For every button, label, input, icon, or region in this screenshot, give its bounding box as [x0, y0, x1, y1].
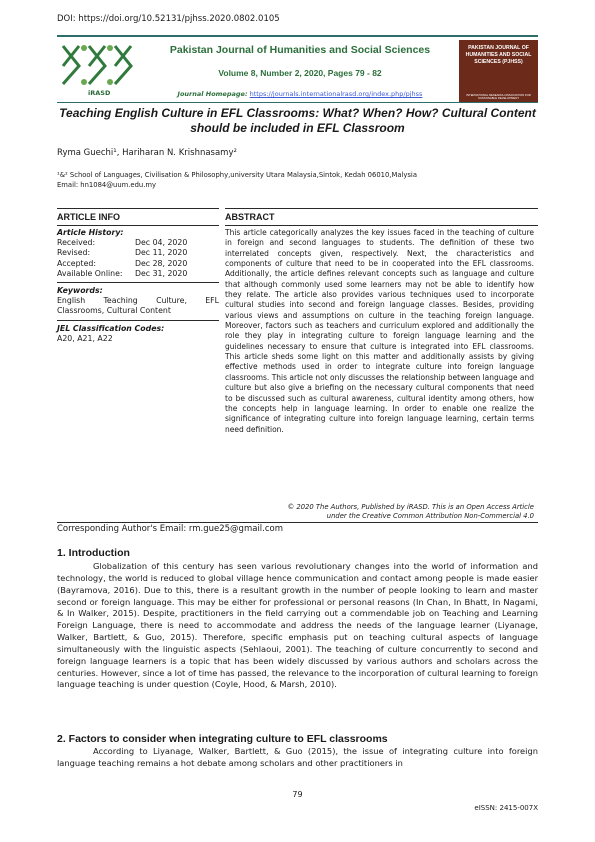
license-note: [225, 503, 534, 521]
license-line: under the Creative Common Attribution Non-Commercial 4.0: [326, 512, 534, 520]
history-date: Dec 31, 2020: [135, 268, 188, 278]
paragraph: According to Liyanage, Walker, Bartlett, & Guo (2015), the issue of integrating culture into foreign language teaching remains a hot debate among scholars and other practitioners in: [57, 746, 538, 768]
abstract-rule-mid: [225, 225, 538, 226]
info-rule-mid: [57, 225, 219, 226]
history-row: [57, 269, 219, 279]
history-date: Dec 28, 2020: [135, 258, 188, 268]
history-date: Dec 04, 2020: [135, 238, 188, 248]
article-title: Teaching English Culture in EFL Classrooms: What? When? How? Cultural Content should be included in EFL Classroom: [59, 106, 536, 135]
eissn: eISSN: 2415-007X: [474, 804, 538, 812]
header-rule-top: [57, 35, 538, 37]
section-heading: 1. Introduction: [57, 547, 130, 559]
doi-line[interactable]: DOI: https://doi.org/10.52131/pjhss.2020.0802.0105: [57, 14, 280, 24]
affiliation: ¹&² School of Languages, Civilisation & Philosophy,university Utara Malaysia,Sintok, Kedah 06010,Malysia: [57, 171, 417, 179]
homepage-label: Journal Homepage:: [177, 90, 248, 98]
history-label: Accepted:: [57, 258, 96, 268]
abstract-rule-bottom: [57, 522, 538, 523]
author-email: Email: hn1084@uum.edu.my: [57, 181, 157, 189]
cover-title: PAKISTAN JOURNAL OF HUMANITIES AND SOCIAL SCIENCES (PJHSS): [465, 45, 532, 65]
abstract-heading: ABSTRACT: [225, 212, 275, 222]
section-body: [57, 746, 538, 770]
journal-name: Pakistan Journal of Humanities and Social Sciences: [169, 44, 431, 56]
history-label: Received:: [57, 238, 96, 248]
journal-cover: [459, 40, 538, 102]
journal-homepage: [145, 90, 455, 98]
info-divider: [57, 282, 219, 283]
corresponding-email[interactable]: Corresponding Author's Email: rm.gue25@gmail.com: [57, 524, 284, 534]
history-date: Dec 11, 2020: [135, 248, 188, 258]
journal-volume: Volume 8, Number 2, 2020, Pages 79 - 82: [218, 68, 382, 78]
abstract-text: This article categorically analyzes the key issues faced in the teaching of culture in foreign and second languages to students. The definition of these two interrelated concepts given, respectively. Next, the characteristics and components of culture that need to be in cooperated into the EFL classrooms. Additionally, the article defines relevant concepts such as language and culture that although commonly used some learners may not be able to identify how they relate. The article also provides various techniques used to incorporate cultural studies into second and foreign language classes. Besides, providing various views and assumptions on culture in the teaching foreign language. Moreover, factors such as teachers and curriculum explored and additionally the role they play in integrating culture to foreign language learning and the guidelines necessary to ensure that culture is integrated into EFL classrooms. This article sheds some light on this matter and additionally assists by giving effective methods used in order to integrate culture into foreign language classrooms. This article not only discusses the relationship between language and culture but also give a briefing on the necessary cultural components that need to be discussed such as cultural awareness, cultural identity among others, how the concepts help in language learning. In order to enable one realize the significance of integrating culture into foreign language learning, certain terms need definition.: [225, 228, 534, 434]
article-info-heading: ARTICLE INFO: [57, 212, 120, 222]
license-line: © 2020 The Authors, Published by iRASD. This is an Open Access Article: [287, 503, 534, 511]
abstract-rule-top: [225, 208, 538, 209]
irasd-logo-mark: [59, 40, 139, 88]
jel-codes: A20, A21, A22: [57, 333, 113, 343]
article-info: [57, 228, 219, 344]
section-body: [57, 561, 538, 691]
history-row: [57, 238, 219, 248]
affiliation-block: [57, 170, 417, 190]
authors: Ryma Guechi¹, Hariharan N. Krishnasamy²: [57, 148, 237, 158]
history-label: Available Online:: [57, 268, 123, 278]
history-label: Revised:: [57, 248, 91, 258]
history-row: [57, 259, 219, 269]
logo-text: iRASD: [88, 89, 111, 97]
page-number: 79: [292, 790, 303, 799]
cover-subtitle: INTERNATIONAL RESEARCH ASSOCIATION FOR SUSTAINABLE DEVELOPMENT: [466, 93, 531, 100]
keywords-heading: Keywords:: [57, 286, 103, 296]
section-heading: 2. Factors to consider when integrating culture to EFL classrooms: [57, 733, 388, 745]
history-row: [57, 248, 219, 258]
info-divider: [57, 320, 219, 321]
history-heading: Article History:: [57, 228, 124, 237]
jel-heading: JEL Classification Codes:: [57, 323, 165, 333]
paragraph: Globalization of this century has seen various revolutionary changes into the world of information and technology, the world is reduced to global village hence communication and contact among people is made easier (Bayramova, 2016). Due to this, there is a resultant growth in the number of people looking to learn and master second or foreign language. This may be either for professional or personal reasons (In Chan, In Bhatt, In Nagami, & In Walker, 2015). Despite, practitioners in the field carrying out a commendable job on Teaching and Learning Foreign Language, there is need to accommodate and address the needs of the language learner (Liyanage, Walker, Bartlett, & Guo, 2015). Therefore, specific emphasis put on teaching cultural aspects of language simultaneously with the linguistic aspects (Sehlaoui, 2001). The teaching of culture concurrently to second and foreign language learners is a topic that has been widely discussed by various authors and scholars across the centuries. However, since a lot of time has passed, the relevance to the incorporation of cultural learning to foreign language teaching is under question (Coyle, Hood, & Marsh, 2010).: [57, 561, 538, 690]
homepage-link[interactable]: https://journals.internationalrasd.org/index.php/pjhss: [249, 90, 423, 98]
info-rule-top: [57, 208, 219, 209]
keywords: English Teaching Culture, EFL Classrooms, Cultural Content: [57, 296, 219, 316]
header-rule-bottom: [57, 102, 538, 103]
